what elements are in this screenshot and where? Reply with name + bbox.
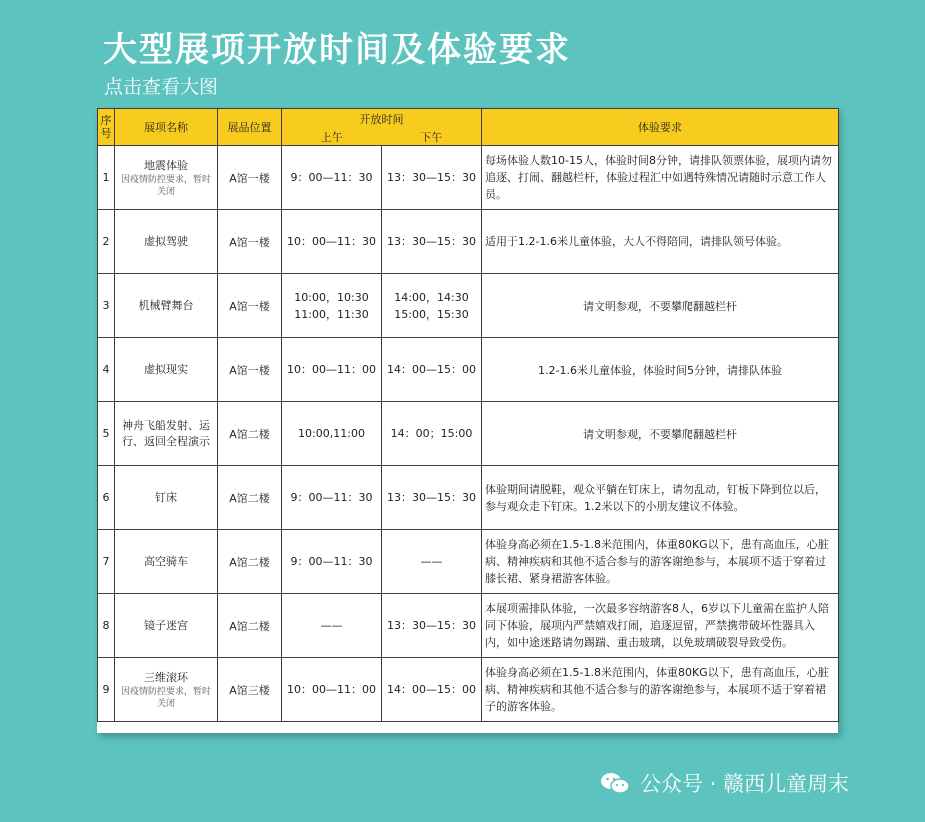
- exhibit-location: A馆二楼: [218, 466, 282, 530]
- morning-time-line: 10：00—11：00: [287, 363, 376, 376]
- exhibit-name: 高空骑车: [144, 554, 188, 568]
- table-row: [98, 210, 839, 274]
- exhibit-location: A馆二楼: [218, 402, 282, 466]
- view-large-image-link[interactable]: 点击查看大图: [104, 76, 219, 98]
- exhibit-location: A馆一楼: [218, 146, 282, 210]
- row-index: 1: [98, 146, 115, 210]
- header-morning: 上午: [282, 129, 382, 146]
- table-row: [98, 146, 839, 210]
- header-afternoon: 下午: [382, 129, 482, 146]
- header-index: 序号: [98, 109, 115, 146]
- afternoon-time-line: 15:00，15:30: [394, 307, 469, 321]
- morning-time: [282, 146, 382, 210]
- morning-time-line: 9：00—11：30: [290, 555, 373, 568]
- morning-time-line: 9：00—11：30: [290, 491, 373, 504]
- afternoon-time: [382, 530, 482, 594]
- morning-time: [282, 466, 382, 530]
- morning-time-line: 10：00—11：00: [287, 683, 376, 696]
- page-title: 大型展项开放时间及体验要求: [103, 30, 571, 70]
- closure-note: 因疫情防控要求，暂时关闭: [120, 686, 211, 709]
- exhibit-location: A馆二楼: [218, 530, 282, 594]
- exhibit-location: A馆三楼: [218, 658, 282, 722]
- exhibit-name: 镜子迷宫: [144, 618, 188, 632]
- morning-time: [282, 210, 382, 274]
- watermark-text: 公众号 · 赣西儿童周末: [640, 772, 850, 796]
- exhibit-name: 三维滚环: [144, 670, 188, 684]
- afternoon-time-line: 14:00，14:30: [394, 290, 469, 304]
- closure-note: 因疫情防控要求，暂时关闭: [120, 174, 211, 197]
- schedule-table-container: [97, 108, 838, 733]
- morning-time: [282, 594, 382, 658]
- morning-time: [282, 338, 382, 402]
- afternoon-time-line: 13：30—15：30: [387, 491, 476, 504]
- wechat-icon: [600, 771, 630, 795]
- experience-requirement: 请文明参观，不要攀爬翻越栏杆: [482, 402, 839, 466]
- morning-time-line: 11:00，11:30: [294, 307, 369, 321]
- table-row: [98, 658, 839, 722]
- exhibit-name-cell: [115, 594, 218, 658]
- row-index: 8: [98, 594, 115, 658]
- morning-time-line: 9：00—11：30: [290, 171, 373, 184]
- row-index: 3: [98, 274, 115, 338]
- table-row: [98, 402, 839, 466]
- exhibit-name: 机械臂舞台: [138, 298, 194, 312]
- afternoon-time: [382, 466, 482, 530]
- exhibit-name-cell: [115, 658, 218, 722]
- afternoon-time-line: 14：00；15:00: [390, 427, 473, 440]
- afternoon-time: [382, 274, 482, 338]
- experience-requirement: 体验期间请脱鞋，观众平躺在钉床上，请勿乱动，钉板下降到位以后，参与观众走下钉床。1.2米以下的小朋友建议不体验。: [482, 466, 839, 530]
- header-requirement: 体验要求: [482, 109, 839, 146]
- afternoon-time-line: 14：00—15：00: [387, 683, 476, 696]
- exhibit-location: A馆一楼: [218, 338, 282, 402]
- header-name: 展项名称: [115, 109, 218, 146]
- afternoon-time: [382, 146, 482, 210]
- exhibit-name-cell: [115, 338, 218, 402]
- afternoon-time-line: ——: [420, 555, 443, 568]
- afternoon-time-line: 13：30—15：30: [387, 171, 476, 184]
- row-index: 7: [98, 530, 115, 594]
- morning-time-line: ——: [320, 619, 343, 632]
- exhibit-name-cell: [115, 210, 218, 274]
- watermark: [600, 768, 849, 798]
- exhibit-name: 神舟飞船发射、运行、返回全程演示: [122, 418, 210, 448]
- exhibit-location: A馆一楼: [218, 210, 282, 274]
- exhibit-name-cell: [115, 274, 218, 338]
- exhibit-name-cell: [115, 530, 218, 594]
- morning-time: [282, 274, 382, 338]
- afternoon-time: [382, 594, 482, 658]
- table-row: [98, 594, 839, 658]
- afternoon-time-line: 14：00—15：00: [387, 363, 476, 376]
- exhibit-name-cell: [115, 146, 218, 210]
- row-index: 4: [98, 338, 115, 402]
- morning-time: [282, 402, 382, 466]
- table-body: [98, 146, 839, 722]
- header-location: 展品位置: [218, 109, 282, 146]
- row-index: 2: [98, 210, 115, 274]
- table-row: [98, 338, 839, 402]
- row-index: 5: [98, 402, 115, 466]
- afternoon-time: [382, 210, 482, 274]
- experience-requirement: 本展项需排队体验，一次最多容纳游客8人，6岁以下儿童需在监护人陪同下体验，展项内严禁嬉戏打闹，追逐逗留，严禁携带破坏性器具入内，如中途迷路请勿踢踹、重击玻璃，以免玻璃破裂导致受伤。: [482, 594, 839, 658]
- table-row: [98, 466, 839, 530]
- afternoon-time: [382, 402, 482, 466]
- afternoon-time: [382, 338, 482, 402]
- exhibit-name: 虚拟驾驶: [144, 234, 188, 248]
- exhibit-name-cell: [115, 466, 218, 530]
- header-open-time: 开放时间: [282, 109, 482, 129]
- table-row: [98, 274, 839, 338]
- morning-time: [282, 530, 382, 594]
- morning-time-line: 10：00—11：30: [287, 235, 376, 248]
- exhibit-location: A馆二楼: [218, 594, 282, 658]
- experience-requirement: 请文明参观，不要攀爬翻越栏杆: [482, 274, 839, 338]
- afternoon-time-line: 13：30—15：30: [387, 235, 476, 248]
- exhibit-name: 地震体验: [144, 158, 188, 172]
- morning-time-line: 10:00,11:00: [298, 427, 365, 440]
- experience-requirement: 适用于1.2-1.6米儿童体验，大人不得陪同，请排队领号体验。: [482, 210, 839, 274]
- afternoon-time: [382, 658, 482, 722]
- exhibit-name: 虚拟现实: [144, 362, 188, 376]
- morning-time-line: 10:00，10:30: [294, 290, 369, 304]
- table-row: [98, 530, 839, 594]
- exhibit-name-cell: [115, 402, 218, 466]
- experience-requirement: 1.2-1.6米儿童体验，体验时间5分钟，请排队体验: [482, 338, 839, 402]
- morning-time: [282, 658, 382, 722]
- exhibit-location: A馆一楼: [218, 274, 282, 338]
- experience-requirement: 体验身高必须在1.5-1.8米范围内，体重80KG以下，患有高血压，心脏病、精神疾病和其他不适合参与的游客谢绝参与，本展项不适于穿着裙子的游客体验。: [482, 658, 839, 722]
- experience-requirement: 每场体验人数10-15人，体验时间8分钟，请排队领票体验，展项内请勿追逐、打闹、翻越栏杆，体验过程汇中如遇特殊情况请随时示意工作人员。: [482, 146, 839, 210]
- experience-requirement: 体验身高必须在1.5-1.8米范围内，体重80KG以下，患有高血压，心脏病、精神疾病和其他不适合参与的游客谢绝参与，本展项不适于穿着过膝长裙、紧身裙游客体验。: [482, 530, 839, 594]
- exhibit-name: 钉床: [155, 490, 177, 504]
- row-index: 9: [98, 658, 115, 722]
- schedule-table: [97, 108, 839, 722]
- row-index: 6: [98, 466, 115, 530]
- afternoon-time-line: 13：30—15：30: [387, 619, 476, 632]
